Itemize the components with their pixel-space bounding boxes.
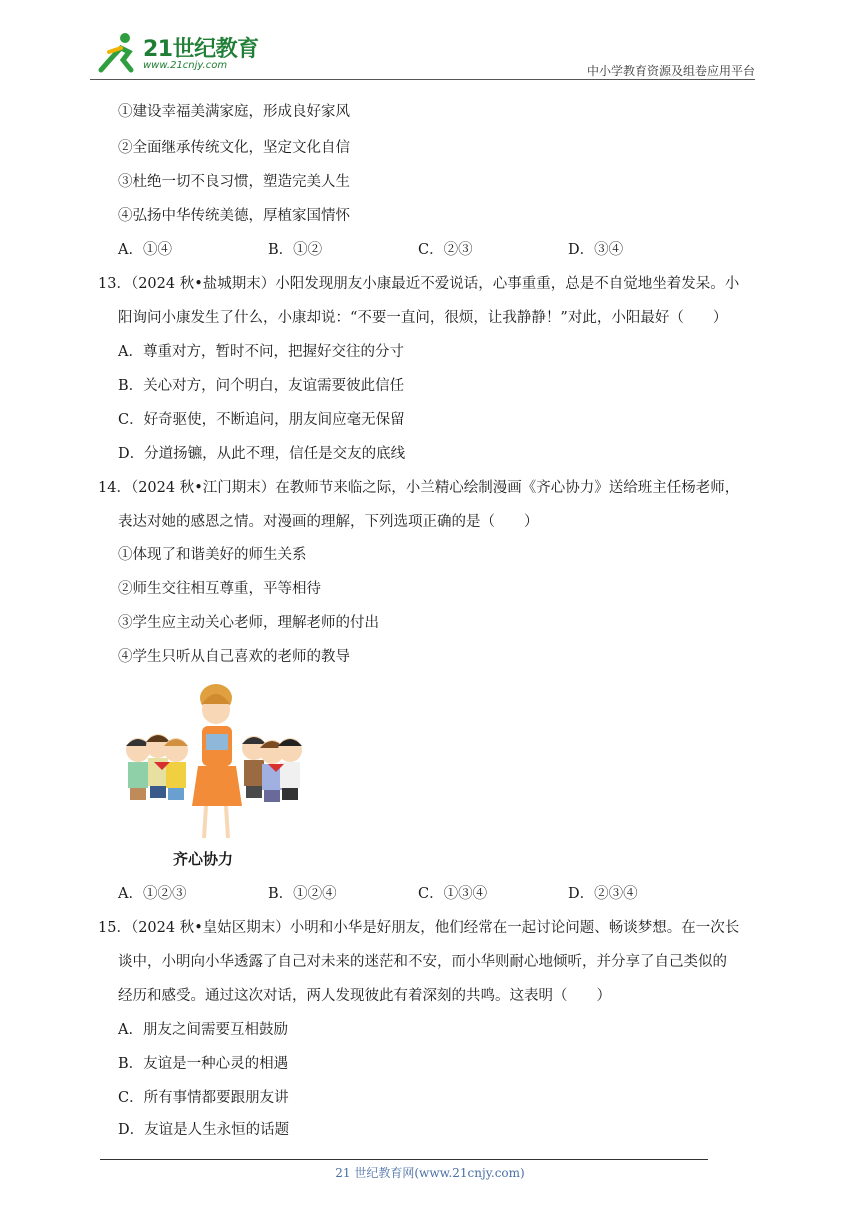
- header-divider: [90, 79, 755, 80]
- q14-stem-line2: 表达对她的感恩之情。对漫画的理解，下列选项正确的是（ ）: [118, 514, 539, 530]
- q13-option-b: B．关心对方，问个明白，友谊需要彼此信任: [118, 378, 405, 394]
- option-a: A．①②③: [118, 886, 187, 902]
- page-header: [95, 30, 755, 80]
- figure-caption: 齐心协力: [173, 850, 234, 868]
- q14-item-4: ④学生只听从自己喜欢的老师的教导: [118, 649, 350, 665]
- q15-stem-line3: 经历和感受。通过这次对话，两人发现彼此有着深刻的共鸣。这表明（ ）: [118, 988, 611, 1004]
- option-c: C．②③: [418, 242, 473, 258]
- q13-stem-line1: 13．（2024 秋•盐城期末）小阳发现朋友小康最近不爱说话，心事重重，总是不自觉地坐着发呆。小: [98, 276, 740, 292]
- cartoon-figure: [118, 680, 308, 870]
- site-logo: [95, 30, 265, 76]
- q13-option-a: A．尊重对方，暂时不问，把握好交往的分寸: [118, 344, 404, 360]
- q14-item-1: ①体现了和谐美好的师生关系: [118, 547, 307, 563]
- logo-url: www.21cnjy.com: [143, 60, 228, 71]
- q13-option-c: C．好奇驱使，不断追问，朋友间应毫无保留: [118, 412, 405, 428]
- q15-option-b: B．友谊是一种心灵的相遇: [118, 1056, 289, 1072]
- q15-option-a: A．朋友之间需要互相鼓励: [118, 1022, 288, 1038]
- prev-options: [118, 240, 623, 260]
- prev-item-3: ③杜绝一切不良习惯，塑造完美人生: [118, 174, 350, 190]
- teacher-students-illustration: [118, 680, 308, 845]
- header-platform-name: 中小学教育资源及组卷应用平台: [586, 64, 755, 78]
- prev-item-4: ④弘扬中华传统美德，厚植家国情怀: [118, 208, 350, 224]
- q15-stem-line1: 15．（2024 秋•皇姑区期末）小明和小华是好朋友，他们经常在一起讨论问题、畅谈梦想。在一次长: [98, 920, 740, 936]
- prev-item-2: ②全面继承传统文化，坚定文化自信: [118, 140, 350, 156]
- option-b: B．①②: [268, 242, 323, 258]
- option-d: D．③④: [568, 242, 624, 258]
- logo-text: 21世纪教育: [143, 37, 259, 62]
- option-a: A．①④: [118, 242, 172, 258]
- q14-item-2: ②师生交往相互尊重，平等相待: [118, 581, 321, 597]
- option-c: C．①③④: [418, 886, 488, 902]
- q15-option-d: D．友谊是人生永恒的话题: [118, 1122, 290, 1138]
- q15-stem-line2: 谈中，小明向小华透露了自己对未来的迷茫和不安，而小华则耐心地倾听，并分享了自己类似的: [118, 954, 727, 970]
- q13-option-d: D．分道扬镳，从此不理，信任是交友的底线: [118, 446, 406, 462]
- prev-item-1: ①建设幸福美满家庭，形成良好家风: [118, 104, 350, 120]
- option-d: D．②③④: [568, 886, 638, 902]
- q14-options: [118, 884, 638, 904]
- q14-item-3: ③学生应主动关心老师，理解老师的付出: [118, 615, 379, 631]
- q14-stem-line1: 14．（2024 秋•江门期末）在教师节来临之际，小兰精心绘制漫画《齐心协力》送给班主任杨老师，: [98, 480, 740, 496]
- page-footer: 21 世纪教育网(www.21cnjy.com): [335, 1166, 525, 1180]
- footer-divider: [100, 1159, 708, 1160]
- q15-option-c: C．所有事情都要跟朋友讲: [118, 1090, 289, 1106]
- runner-logo-icon: [95, 30, 141, 76]
- option-b: B．①②④: [268, 886, 337, 902]
- q13-stem-line2: 阳询问小康发生了什么，小康却说：“不要一直问，很烦，让我静静！”对此，小阳最好（ ）: [118, 310, 728, 326]
